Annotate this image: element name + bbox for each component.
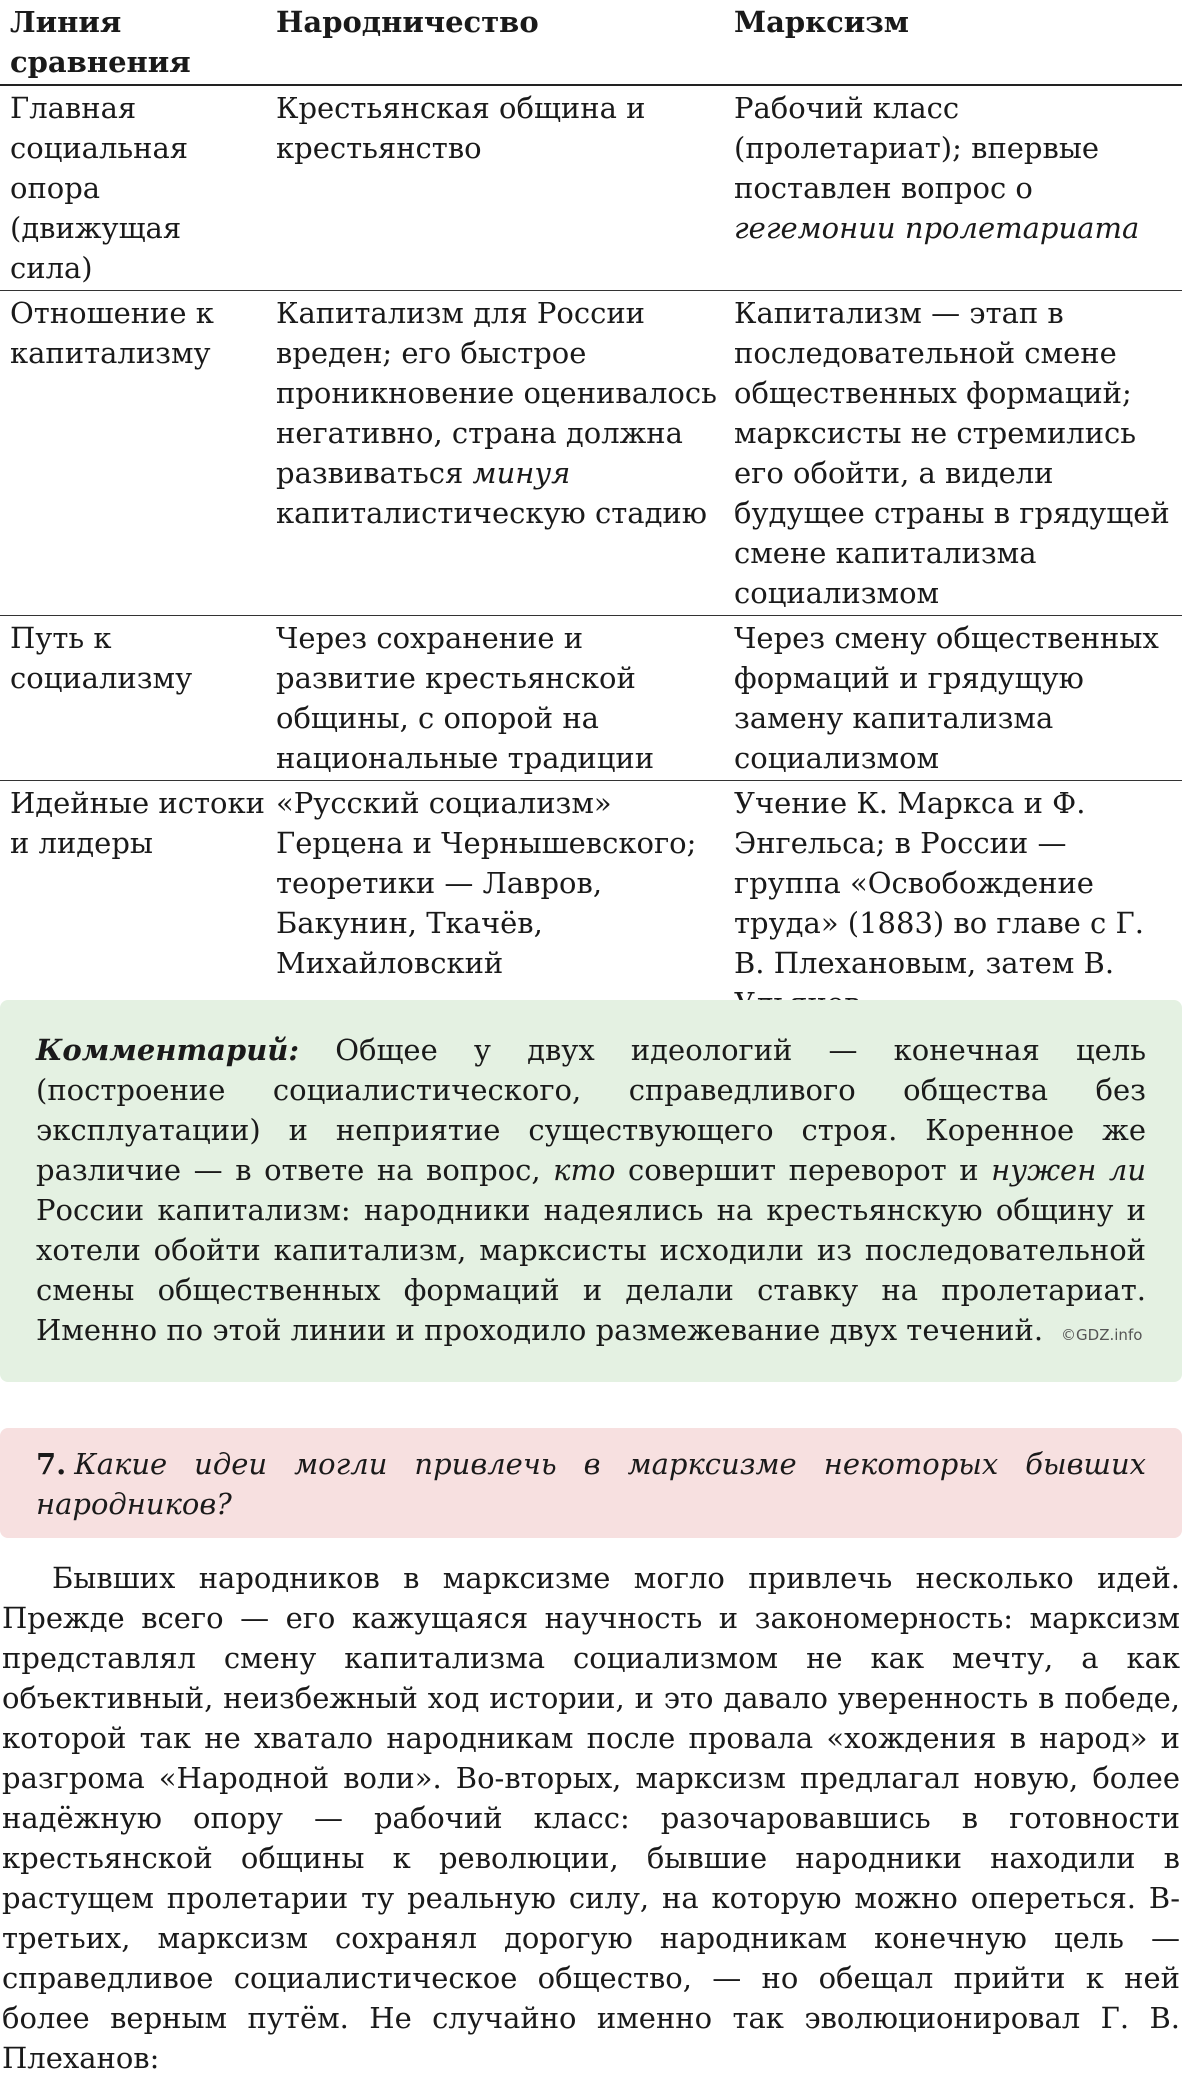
- header-narod: Народничество: [266, 0, 722, 85]
- cell-line: Путь к социализму: [0, 616, 266, 781]
- comment-text: совершит переворот и: [615, 1153, 992, 1187]
- cell-marx: Через смену общественных формаций и грядущую замену капитализма социализмом: [722, 616, 1182, 781]
- cell-emphasis: гегемонии пролетариата: [734, 211, 1140, 245]
- cell-text: капиталистическую стадию: [276, 496, 708, 530]
- table-row: [0, 291, 1182, 616]
- cell-line: Главная социальная опора (движущая сила): [0, 85, 266, 291]
- cell-narod: Через сохранение и развитие крестьянской общины, с опорой на национальные традиции: [266, 616, 722, 781]
- cell-line: Идейные истоки и лидеры: [0, 781, 266, 1026]
- comment-lead: Комментарий:: [36, 1033, 300, 1067]
- cell-marx: Капитализм — этап в последовательной смене общественных формаций; марксисты не стремились его обойти, а видели будущее страны в грядущей смене капитализма социализмом: [722, 291, 1182, 616]
- cell-marx: [722, 85, 1182, 291]
- comment-text: России капитализм: народники надеялись на крестьянскую общину и хотели обойти капитализм, марксисты исходили из последовательной смены общественных формаций и делали ставку на пролетариат. Именно по этой линии и проходило размежевание двух течений.: [36, 1193, 1146, 1347]
- question-text: Какие идеи могли привлечь в марксизме некоторых бывших народников?: [36, 1447, 1146, 1521]
- comment-emphasis: нужен ли: [991, 1153, 1147, 1187]
- comparison-table: [0, 0, 1182, 1026]
- cell-text: Рабочий класс (пролетариат); впервые поставлен вопрос о: [734, 91, 1100, 205]
- table-row: [0, 85, 1182, 291]
- question-number: 7.: [36, 1447, 67, 1481]
- question-box: [0, 1428, 1182, 1538]
- cell-emphasis: минуя: [472, 456, 571, 490]
- cell-line: Отношение к капитализму: [0, 291, 266, 616]
- comment-text: Общее у двух идеологий — конечная цель (построение социалистического, справедливого общества без эксплуатации) и неприятие существующего строя. Коренное же различие — в ответе на вопрос,: [36, 1033, 1146, 1187]
- comment-emphasis: кто: [553, 1153, 616, 1187]
- cell-narod: [266, 291, 722, 616]
- cell-marx: Учение К. Маркса и Ф. Энгельса; в России — группа «Освобождение труда» (1883) во главе с Г. В. Плехановым, затем В.: [722, 781, 1182, 1026]
- answer-paragraph: Бывших народников в марксизме могло привлечь несколько идей. Прежде всего — его кажущаяся научность и закономерность: марксизм представлял смену капитализма социализмом не как мечту, а как объективный, неизбежный ход истории, и это давало уверенность в победе, которой так не хватало народникам после провала «хождения в народ» и разгрома «Народной воли». Во-вторых, марксизм предлагал новую, более надёжную опору — рабочий класс: разочаровавшись в готовности крестьянской общины к революции, бывшие народники находили в растущем пролетарии ту реальную силу, на которую можно опереться. В-третьих, марксизм сохранял дорогую народникам конечную цель — справедливое социалистическое общество, — но обещал прийти к ней более верным путём. Не случайно именно так эволюционировал Г. В. Плеханов:: [2, 1561, 1180, 2075]
- header-marx: Марксизм: [722, 0, 1182, 85]
- comment-box: [0, 1000, 1182, 1382]
- copyright-mark: ©GDZ.info: [1061, 1326, 1143, 1344]
- table-row: [0, 616, 1182, 781]
- header-line: Линия сравнения: [0, 0, 266, 85]
- cell-narod: «Русский социализм» Герцена и Чернышевского; теоретики — Лавров, Бакунин, Ткачёв, Михайловский: [266, 781, 722, 1026]
- table-header-row: [0, 0, 1182, 85]
- table-row: [0, 781, 1182, 1026]
- cell-text: Капитализм для России вреден; его быстрое проникновение оценивалось негативно, страна должна развиваться: [276, 296, 717, 490]
- cell-narod: Крестьянская община и крестьянство: [266, 85, 722, 291]
